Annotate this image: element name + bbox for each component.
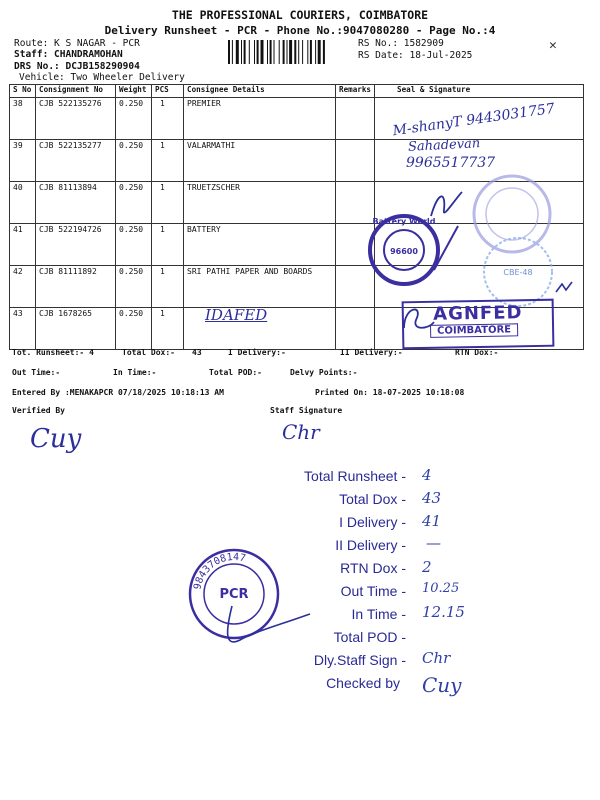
weight: 0.250 xyxy=(116,308,152,350)
consignee: PREMIER xyxy=(184,98,336,140)
barcode-bar xyxy=(283,40,285,64)
consignment-no: CJB 522194726 xyxy=(36,224,116,266)
barcode-bar xyxy=(236,40,239,64)
pcs: 1 xyxy=(152,308,184,350)
val-ii-delivery: — xyxy=(426,534,441,552)
agnfed-signature xyxy=(398,300,438,336)
rtn-dox: RTN Dox:- xyxy=(455,348,499,357)
stamp-ii-delivery: II Delivery - xyxy=(335,537,406,553)
signature-stroke xyxy=(430,222,464,274)
entered-by: Entered By :MENAKAPCR 07/18/2025 10:18:13 AM xyxy=(12,388,224,397)
barcode-bar xyxy=(270,40,272,64)
in-time: In Time:- xyxy=(113,368,157,377)
route: Route: K S NAGAR - PCR xyxy=(14,38,140,49)
barcode-bar xyxy=(244,40,246,64)
val-total-runsheet: 4 xyxy=(422,466,432,484)
val-in-time: 12.15 xyxy=(422,603,465,621)
verified-signature: Cuy xyxy=(30,424,82,454)
consignee: BATTERY xyxy=(184,224,336,266)
remarks xyxy=(336,98,375,140)
barcode-bar xyxy=(257,40,259,64)
agnfed-stamp-city: COIMBATORE xyxy=(430,323,518,338)
sno: 41 xyxy=(10,224,36,266)
barcode-bar xyxy=(279,40,280,64)
barcode-bar xyxy=(267,40,268,64)
sno: 39 xyxy=(10,140,36,182)
barcode-bar xyxy=(274,40,275,64)
barcode-bar xyxy=(307,40,308,64)
total-pod: Total POD:- xyxy=(209,368,262,377)
seal-cbe-text: CBE-48 xyxy=(503,268,533,277)
consignment-no: CJB 522135276 xyxy=(36,98,116,140)
i-delivery: I Delivery:- xyxy=(228,348,286,357)
handwritten-phone-row39: 9965517737 xyxy=(406,155,496,171)
barcode-bar xyxy=(232,40,233,64)
barcode-bar xyxy=(318,40,321,64)
agnfed-stamp-name: AGNFED xyxy=(432,302,523,325)
company-name: THE PROFESSIONAL COURIERS, COIMBATORE xyxy=(171,8,429,22)
out-time: Out Time:- xyxy=(12,368,61,377)
sno: 42 xyxy=(10,266,36,308)
rs-date: RS Date: 18-Jul-2025 xyxy=(358,50,473,61)
weight: 0.250 xyxy=(116,266,152,308)
barcode-bar xyxy=(294,40,296,64)
stamp-i-delivery: I Delivery - xyxy=(339,514,406,530)
col-consignee: Consignee Details xyxy=(184,85,336,98)
stamp-total-pod: Total POD - xyxy=(333,629,406,645)
ii-delivery: II Delivery:- xyxy=(340,348,403,357)
total-dox-label: Total Dox:- xyxy=(122,348,175,357)
table-header-row xyxy=(10,85,584,98)
barcode-bar xyxy=(261,40,264,64)
battery-stamp-inner: 96600 xyxy=(390,247,418,256)
remarks xyxy=(336,308,375,350)
pcs: 1 xyxy=(152,266,184,308)
consignment-no: CJB 81113894 xyxy=(36,182,116,224)
consignment-no: CJB 81111892 xyxy=(36,266,116,308)
pcs: 1 xyxy=(152,182,184,224)
verified-by-label: Verified By xyxy=(12,406,65,415)
consignee: TRUETZSCHER xyxy=(184,182,336,224)
consignment-no: CJB 1678265 xyxy=(36,308,116,350)
barcode-bar xyxy=(228,40,230,64)
drs-no: DRS No.: DCJB158290904 xyxy=(14,61,140,72)
weight: 0.250 xyxy=(116,182,152,224)
pcs: 1 xyxy=(152,140,184,182)
barcode xyxy=(228,40,354,64)
barcode-bar xyxy=(249,40,250,64)
staff: Staff: CHANDRAMOHAN xyxy=(14,49,123,60)
barcode-bar xyxy=(287,40,288,64)
delvy-points: Delvy Points:- xyxy=(290,368,358,377)
staff-signature: Chr xyxy=(282,420,320,444)
val-dly-staff-sign: Chr xyxy=(422,649,451,667)
staff-signature-label: Staff Signature xyxy=(270,406,343,415)
remarks xyxy=(336,140,375,182)
tick-mark xyxy=(554,278,574,298)
consignment-no: CJB 522135277 xyxy=(36,140,116,182)
stamp-out-time: Out Time - xyxy=(340,583,406,599)
val-out-time: 10.25 xyxy=(422,581,460,596)
val-total-dox: 43 xyxy=(422,489,442,507)
col-weight: Weight xyxy=(116,85,152,98)
val-rtn-dox: 2 xyxy=(422,558,432,576)
stamp-dly-staff-sign: Dly.Staff Sign - xyxy=(313,652,406,668)
barcode-bar xyxy=(289,40,292,64)
sno: 43 xyxy=(10,308,36,350)
barcode-bar xyxy=(310,40,312,64)
handwritten-name-row39: Sahadevan xyxy=(407,136,481,155)
col-remarks: Remarks xyxy=(336,85,375,98)
barcode-bar xyxy=(254,40,255,64)
col-sno: S No xyxy=(10,85,36,98)
weight: 0.250 xyxy=(116,224,152,266)
pcr-seal-ring: 9843708147 xyxy=(192,551,247,591)
handwritten-consignee-row43: IDAFED xyxy=(205,306,268,324)
tot-runsheet: Tot. Runsheet:- 4 xyxy=(12,348,94,357)
pcr-seal-center: PCR xyxy=(219,587,249,602)
handwritten-sign-row38: M-shanyT 9443031757 xyxy=(391,100,556,140)
barcode-bar xyxy=(323,40,325,64)
stamp-total-runsheet: Total Runsheet - xyxy=(304,468,406,484)
rs-no: RS No.: 1582909 xyxy=(358,38,444,49)
sno: 40 xyxy=(10,182,36,224)
consignee: SRI PATHI PAPER AND BOARDS xyxy=(184,266,336,308)
sno: 38 xyxy=(10,98,36,140)
val-i-delivery: 41 xyxy=(422,512,442,530)
total-dox-value: 43 xyxy=(192,348,202,357)
mark-icon: ✕ xyxy=(549,38,557,53)
consignee: VALARMATHI xyxy=(184,140,336,182)
vehicle: Vehicle: Two Wheeler Delivery xyxy=(19,72,185,83)
barcode-bar xyxy=(241,40,242,64)
barcode-bar xyxy=(302,40,303,64)
runsheet-subtitle: Delivery Runsheet - PCR - Phone No.:9047080280 - Page No.:4 xyxy=(104,24,496,37)
printed-on: Printed On: 18-07-2025 10:18:08 xyxy=(315,388,465,397)
weight: 0.250 xyxy=(116,140,152,182)
barcode-bar xyxy=(315,40,316,64)
pcs: 1 xyxy=(152,224,184,266)
val-checked-by: Cuy xyxy=(422,673,462,697)
stamp-checked-by: Checked by xyxy=(326,675,400,691)
barcode-bar xyxy=(298,40,299,64)
col-pcs: PCS xyxy=(152,85,184,98)
pcr-signature xyxy=(206,600,316,656)
pcs: 1 xyxy=(152,98,184,140)
stamp-rtn-dox: RTN Dox - xyxy=(340,560,406,576)
col-consignment: Consignment No xyxy=(36,85,116,98)
battery-world-text: Battery World xyxy=(372,217,436,226)
stamp-in-time: In Time - xyxy=(351,606,406,622)
col-seal: Seal & Signature xyxy=(375,85,584,98)
stamp-total-dox: Total Dox - xyxy=(339,491,406,507)
weight: 0.250 xyxy=(116,98,152,140)
